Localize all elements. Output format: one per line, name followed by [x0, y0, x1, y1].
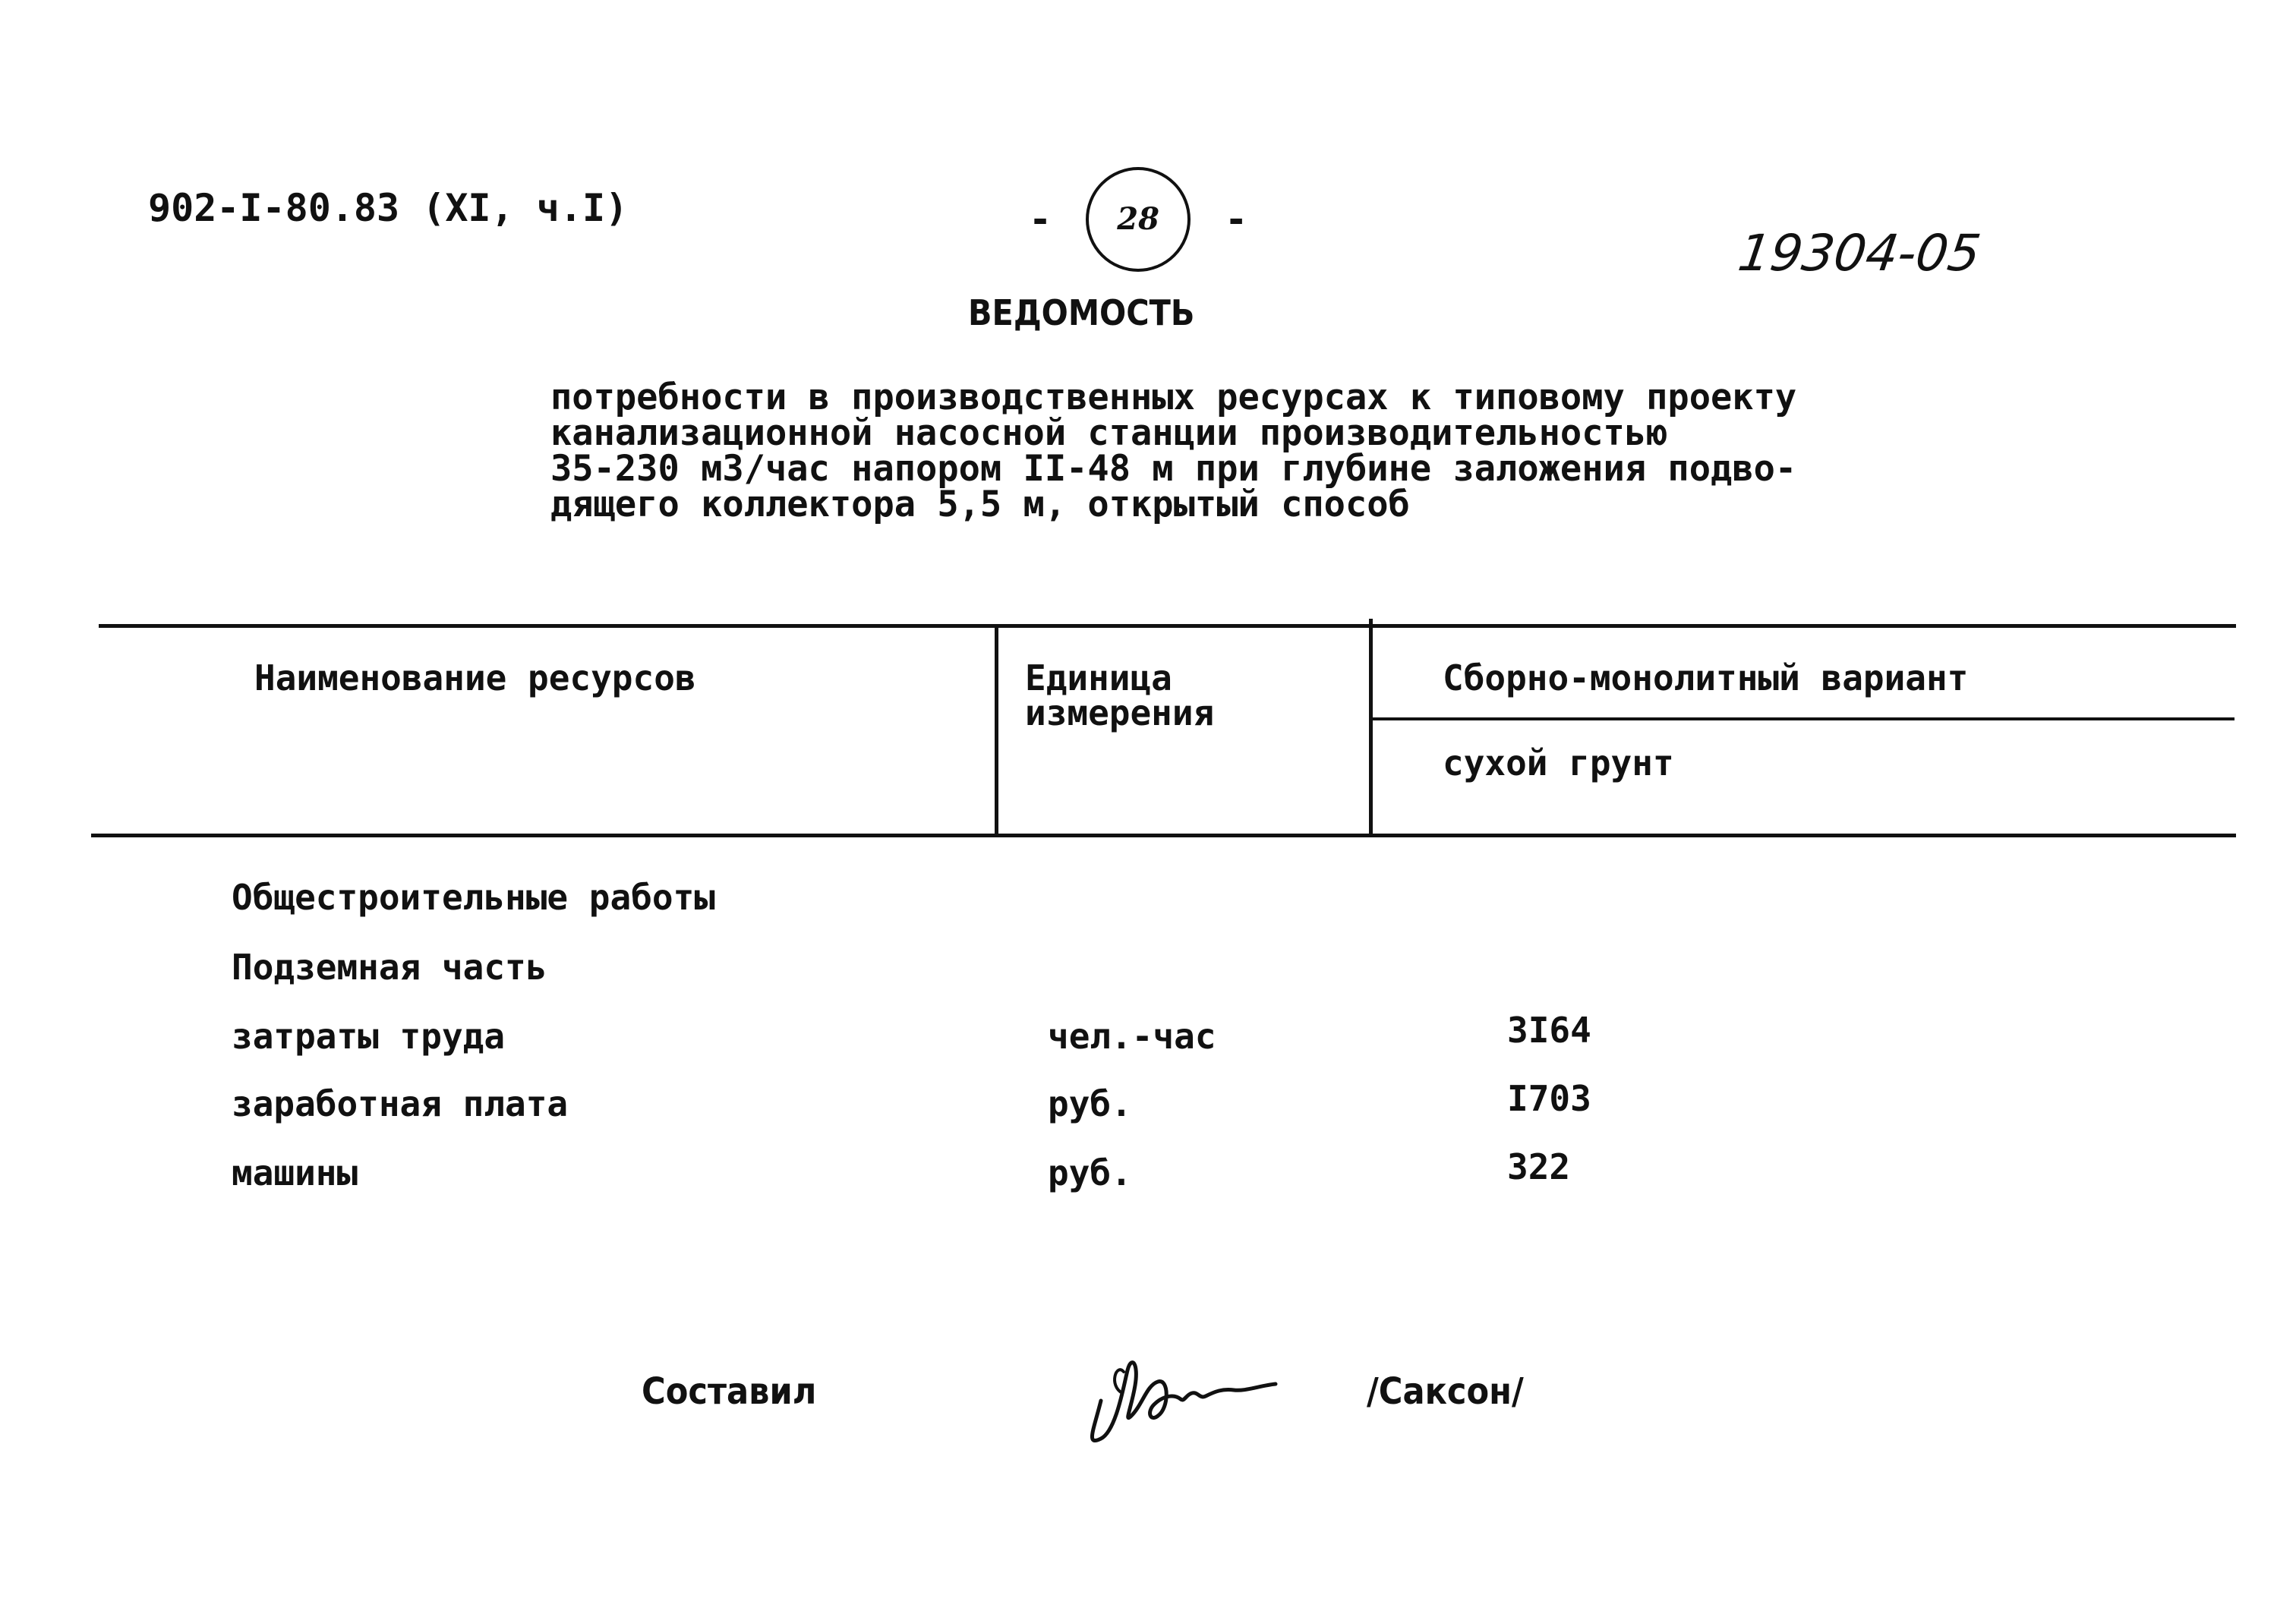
row-unit: руб. — [1048, 1152, 1132, 1193]
row-value: 322 — [1507, 1146, 1571, 1187]
row-value: 3I64 — [1507, 1010, 1591, 1051]
description-line: 35-230 м3/час напором II-48 м при глубине заложения подво- — [550, 448, 1797, 490]
column-divider-1 — [995, 624, 998, 837]
section-title: Общестроительные работы — [232, 877, 715, 918]
document-title: ВЕДОМОСТЬ — [968, 292, 1195, 333]
header-unit-line1: Единица — [1025, 657, 1172, 698]
description-line: канализационной насосной станции производительностью — [550, 412, 1668, 454]
archive-number: 19304-05 — [1734, 224, 1985, 282]
header-resource-name: Наименование ресурсов — [254, 657, 696, 698]
row-value: I703 — [1507, 1078, 1591, 1119]
dash-left: - — [1029, 197, 1052, 241]
header-variant: Сборно-монолитный вариант — [1443, 657, 1969, 698]
dash-right: - — [1225, 197, 1248, 241]
row-name: затраты труда — [232, 1016, 506, 1057]
document-code: 902-I-80.83 (XI, ч.I) — [148, 186, 629, 230]
column-divider-2 — [1369, 619, 1373, 837]
row-unit: руб. — [1048, 1083, 1132, 1124]
header-unit-line2: измерения — [1025, 692, 1215, 733]
header-unit — [1025, 657, 1215, 733]
row-name: заработная плата — [232, 1083, 569, 1124]
table-header-bottom-rule — [91, 834, 2236, 837]
description-line: потребности в производственных ресурсах к типовому проекту — [550, 377, 1797, 418]
signer-name: /Саксон/ — [1367, 1370, 1524, 1413]
description-line: дящего коллектора 5,5 м, открытый способ — [550, 484, 1410, 525]
page-number: 28 — [1086, 167, 1191, 272]
page-number-block — [1029, 167, 1247, 272]
variant-divider-rule — [1373, 717, 2234, 720]
subsection-title: Подземная часть — [232, 947, 547, 988]
signature-image — [1071, 1340, 1291, 1454]
row-name: машины — [232, 1152, 358, 1193]
table-top-rule — [99, 624, 2236, 628]
description — [550, 377, 1797, 525]
header-subvariant: сухой грунт — [1443, 742, 1674, 783]
composed-by-label: Составил — [642, 1370, 817, 1413]
signature — [1071, 1340, 1291, 1457]
row-unit: чел.-час — [1048, 1016, 1216, 1057]
